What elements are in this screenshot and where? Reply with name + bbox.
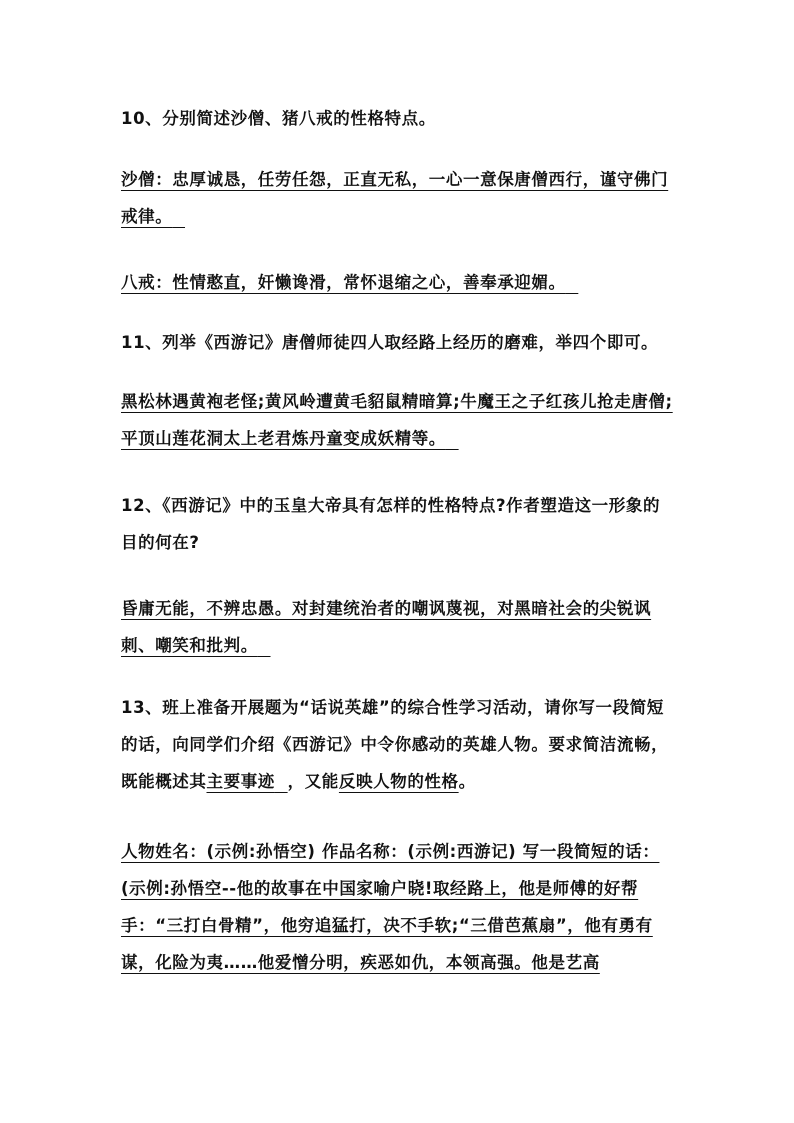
question-13-part1: 13、班上准备开展题为“话说英雄”的综合性学习活动，请你写一段简短的话，向同学们介绍《西游记》中令你感动的英雄人物。要求简洁流畅，既能概述其	[121, 698, 669, 791]
question-13	[121, 689, 677, 800]
question-13-underline-deeds: 主要事迹	[206, 772, 275, 791]
answer-12	[121, 590, 677, 664]
answer-10-sha-seng-text: 沙僧：忠厚诚恳，任劳任怨，正直无私，一心一意保唐僧西行，谨守佛门戒律。	[121, 170, 669, 226]
answer-10-ba-jie-text: 八戒：性情憨直，奸懒谗滑，常怀退缩之心，善奉承迎媚。	[121, 273, 566, 292]
question-13-part2: ，又能	[287, 772, 339, 791]
answer-13	[121, 833, 677, 981]
answer-11-text: 黑松林遇黄袍老怪;黄风岭遭黄毛貂鼠精暗算;牛魔王之子红孩儿抢走唐僧;平顶山莲花洞太上老君炼丹童变成妖精等。	[121, 392, 673, 448]
answer-10-ba-jie	[121, 264, 677, 301]
question-13-part3: 。	[458, 772, 476, 791]
answer-13-text: 人物姓名：(示例:孙悟空) 作品名称：(示例:西游记) 写一段简短的话：(示例:孙悟空--他的故事在中国家喻户晓!取经路上，他是师傅的好帮手：“三打白骨精”，他穷追猛打，决不手软;“三借芭蕉扇”，他有勇有谋，化险为夷……他爱憎分明，疾恶如仇，本领高强。他是艺高	[121, 842, 660, 972]
question-13-underline-character: 反映人物的性格	[338, 772, 459, 791]
answer-10-sha-seng	[121, 161, 677, 235]
question-11: 11、列举《西游记》唐僧师徒四人取经路上经历的磨难，举四个即可。	[121, 333, 659, 352]
question-12: 12、《西游记》中的玉皇大帝具有怎样的性格特点?作者塑造这一形象的目的何在?	[121, 496, 661, 552]
answer-11	[121, 383, 677, 457]
question-10: 10、分别简述沙僧、猪八戒的性格特点。	[121, 109, 436, 128]
answer-12-text: 昏庸无能，不辨忠愚。对封建统治者的嘲讽蔑视，对黑暗社会的尖锐讽刺、嘲笑和批判。	[121, 599, 652, 655]
